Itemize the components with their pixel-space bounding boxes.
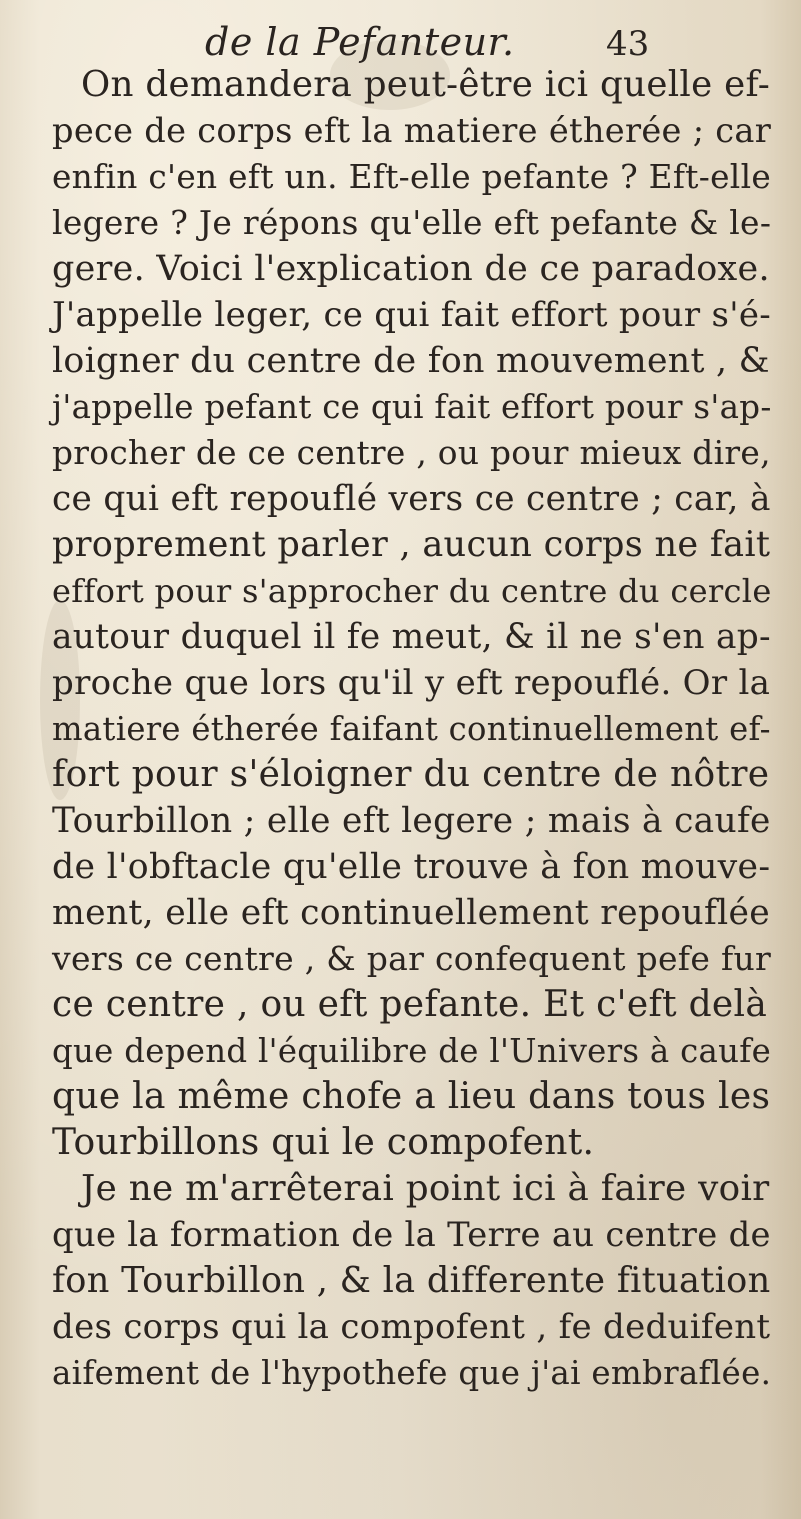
- text-line: proprement parler , aucun corps ne fait: [52, 524, 771, 565]
- text-line: matiere étherée faifant continuellement ef-: [52, 710, 771, 748]
- text-line: autour duquel il fe meut, & il ne s'en ap-: [52, 617, 771, 657]
- text-line: que la même chofe a lieu dans tous les: [52, 1076, 771, 1117]
- text-line: ce centre , ou eft pefante. Et c'eft delà: [52, 984, 768, 1025]
- text-line: Tourbillon ; elle eft legere ; mais à caufe: [52, 801, 771, 841]
- text-line: j'appelle pefant ce qui fait effort pour s'ap-: [52, 388, 772, 426]
- text-line: proche que lors qu'il y eft repouflé. Or la: [52, 663, 771, 703]
- text-line: enfin c'en eft un. Eft-elle pefante ? Eft-elle: [52, 158, 772, 196]
- text-line: On demandera peut-être ici quelle ef-: [81, 64, 771, 105]
- text-line: legere ? Je répons qu'elle eft pefante & le-: [52, 203, 772, 242]
- text-line: procher de ce centre , ou pour mieux dire,: [52, 434, 771, 472]
- text-line: que depend l'équilibre de l'Univers à caufe: [52, 1032, 772, 1070]
- text-line: ment, elle eft continuellement repouflée: [52, 893, 770, 933]
- text-line: pece de corps eft la matiere étherée ; car: [52, 111, 772, 150]
- text-line: des corps qui la compofent , fe deduifent: [52, 1307, 771, 1347]
- running-head: de la Pefanteur.: [205, 20, 515, 64]
- text-line: que la formation de la Terre au centre de: [52, 1215, 771, 1254]
- text-line: vers ce centre , & par confequent pefe fur: [52, 939, 772, 978]
- text-line: ce qui eft repouflé vers ce centre ; car, à: [52, 479, 771, 519]
- text-line: effort pour s'approcher du centre du cercle: [52, 572, 772, 610]
- text-line: loigner du centre de fon mouvement , &: [52, 341, 770, 381]
- page-number: 43: [606, 24, 650, 64]
- text-line: fon Tourbillon , & la differente fituation: [52, 1260, 771, 1301]
- text-line: aifement de l'hypothefe que j'ai embraflée.: [52, 1354, 772, 1392]
- text-line: de l'obftacle qu'elle trouve à fon mouve-: [52, 847, 771, 887]
- text-line: Je ne m'arrêterai point ici à faire voir: [81, 1168, 770, 1209]
- text-line: J'appelle leger, ce qui fait effort pour s'é-: [52, 295, 772, 335]
- text-line: gere. Voici l'explication de ce paradoxe.: [52, 249, 770, 289]
- text-line: fort pour s'éloigner du centre de nôtre: [52, 754, 770, 795]
- text-line: Tourbillons qui le compofent.: [52, 1122, 595, 1163]
